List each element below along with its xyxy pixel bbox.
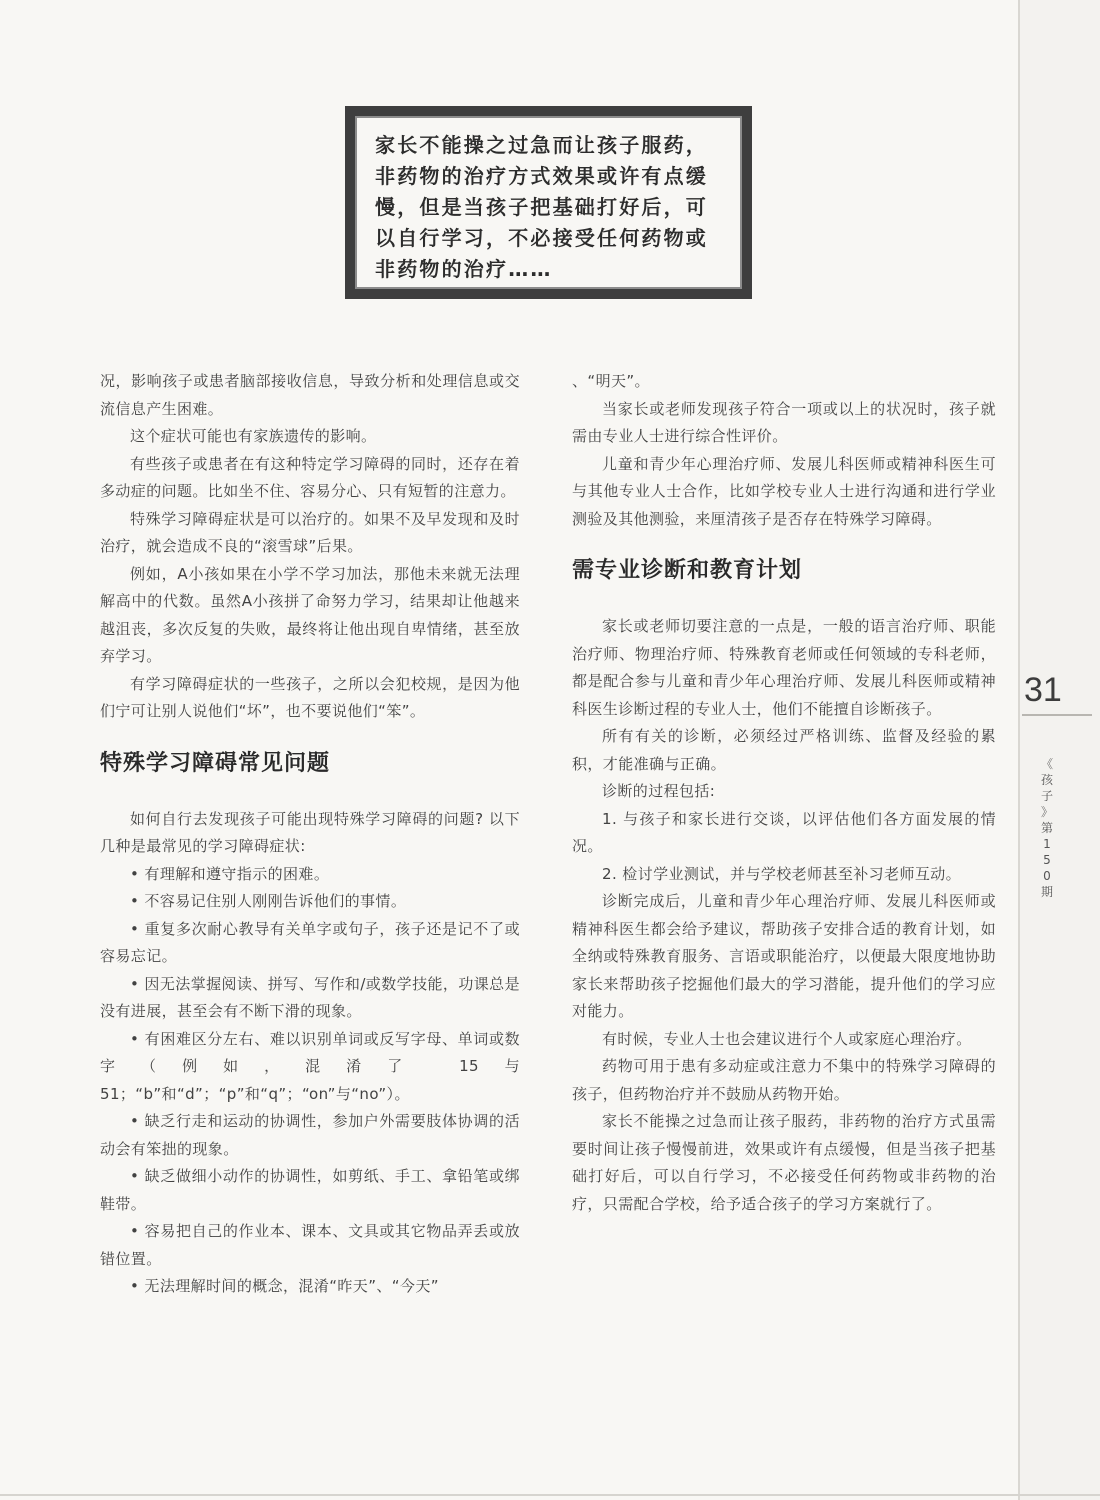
magazine-char: 子 xyxy=(1040,789,1053,803)
magazine-char: 《 xyxy=(1040,757,1053,771)
magazine-char: 孩 xyxy=(1040,773,1053,787)
list-item: • 缺乏行走和运动的协调性，参加户外需要肢体协调的活动会有笨拙的现象。 xyxy=(100,1112,520,1158)
paragraph: 例如，A小孩如果在小学不学习加法，那他未来就无法理解高中的代数。虽然A小孩拼了命努力学习，结果却让他越来越沮丧，多次反复的失败，最终将让他出现自卑情绪，甚至放弃学习。 xyxy=(100,564,520,665)
paragraph: 所有有关的诊断，必须经过严格训练、监督及经验的累积，才能准确与正确。 xyxy=(572,727,996,773)
paragraph: 特殊学习障碍症状是可以治疗的。如果不及早发现和及时治疗，就会造成不良的“滚雪球”后果。 xyxy=(100,509,520,555)
magazine-char: 0 xyxy=(1043,869,1051,883)
paragraph: 有些孩子或患者在有这种特定学习障碍的同时，还存在着多动症的问题。比如坐不住、容易分心、只有短暂的注意力。 xyxy=(100,454,520,500)
magazine-char: 5 xyxy=(1043,853,1051,867)
list-item: • 缺乏做细小动作的协调性，如剪纸、手工、拿铅笔或绑鞋带。 xyxy=(100,1167,520,1213)
paragraph: 诊断的过程包括: xyxy=(602,782,716,800)
paragraph: 家长不能操之过急而让孩子服药，非药物的治疗方式虽需要时间让孩子慢慢前进，效果或许有点缓慢，但是当孩子把基础打好后，可以自行学习，不必接受任何药物或非药物的治疗，只需配合学校，给予适合孩子的学习方案就行了。 xyxy=(572,1112,996,1213)
bottom-edge-divider xyxy=(0,1494,1100,1496)
magazine-char: 第 xyxy=(1040,821,1053,835)
pull-quote-text: 家长不能操之过急而让孩子服药，非药物的治疗方式效果或许有点缓慢，但是当孩子把基础打好后，可以自行学习，不必接受任何药物或非药物的治疗…… xyxy=(375,133,708,281)
section-heading: 需专业诊断和教育计划 xyxy=(572,558,803,583)
section-heading: 特殊学习障碍常见问题 xyxy=(100,750,331,776)
folio-rule xyxy=(1022,714,1092,716)
paragraph: 儿童和青少年心理治疗师、发展儿科医师或精神科医生可与其他专业人士合作，比如学校专业人士进行沟通和进行学业测验及其他测验，来厘清孩子是否存在特殊学习障碍。 xyxy=(572,454,996,528)
list-item: • 容易把自己的作业本、课本、文具或其它物品弄丢或放错位置。 xyxy=(100,1222,520,1268)
paragraph: 这个症状可能也有家族遗传的影响。 xyxy=(130,427,377,445)
magazine-issue-label xyxy=(1038,756,1056,900)
list-item: • 有理解和遵守指示的困难。 xyxy=(130,864,330,883)
pull-quote-inner xyxy=(355,116,742,289)
paragraph: 药物可用于患有多动症或注意力不集中的特殊学习障碍的孩子，但药物治疗并不鼓励从药物开始。 xyxy=(572,1057,996,1103)
page-edge-divider xyxy=(1018,0,1020,1500)
paragraph: 、“明天”。 xyxy=(572,372,650,390)
paragraph: 家长或老师切要注意的一点是，一般的语言治疗师、职能治疗师、物理治疗师、特殊教育老师或任何领域的专科老师，都是配合参与儿童和青少年心理治疗师、发展儿科医师或精神科医生诊断过程的专业人士，他们不能擅自诊断孩子。 xyxy=(572,617,996,718)
magazine-char: 》 xyxy=(1040,805,1053,819)
left-column xyxy=(100,368,520,1301)
paragraph: 如何自行去发现孩子可能出现特殊学习障碍的问题? 以下几种是最常见的学习障碍症状: xyxy=(100,809,520,855)
pull-quote-box xyxy=(345,106,752,299)
paragraph: 诊断完成后，儿童和青少年心理治疗师、发展儿科医师或精神科医生都会给予建议，帮助孩子安排合适的教育计划，如全纳或特殊教育服务、言语或职能治疗，以便最大限度地协助家长来帮助孩子挖掘他们最大的学习潜能，提升他们的学习应对能力。 xyxy=(572,892,996,1020)
paragraph: 2. 检讨学业测试，并与学校老师甚至补习老师互动。 xyxy=(602,864,962,883)
paragraph: 况，影响孩子或患者脑部接收信息，导致分析和处理信息或交流信息产生困难。 xyxy=(100,372,520,418)
list-item: • 不容易记住别人刚刚告诉他们的事情。 xyxy=(130,892,407,910)
list-item: • 重复多次耐心教导有关单字或句子，孩子还是记不了或容易忘记。 xyxy=(100,919,520,965)
magazine-char: 1 xyxy=(1043,837,1051,851)
paragraph: 当家长或老师发现孩子符合一项或以上的状况时，孩子就需由专业人士进行综合性评价。 xyxy=(572,399,996,445)
right-column xyxy=(572,368,996,1218)
list-item: • 因无法掌握阅读、拼写、写作和/或数学技能，功课总是没有进展，甚至会有不断下滑的现象。 xyxy=(100,974,520,1020)
list-item: • 有困难区分左右、难以识别单词或反写字母、单词或数字（例如，混淆了 15与51；“b”和“d”；“p”和“q”；“on”与“no”）。 xyxy=(100,1029,520,1103)
paragraph: 1. 与孩子和家长进行交谈，以评估他们各方面发展的情况。 xyxy=(572,809,996,855)
right-margin xyxy=(1020,0,1100,1500)
paragraph: 有学习障碍症状的一些孩子，之所以会犯校规，是因为他们宁可让别人说他们“坏”，也不要说他们“笨”。 xyxy=(100,674,520,720)
page-number: 31 xyxy=(1024,671,1062,709)
magazine-char: 期 xyxy=(1040,885,1053,899)
list-item: • 无法理解时间的概念，混淆“昨天”、“今天” xyxy=(130,1277,439,1295)
paragraph: 有时候，专业人士也会建议进行个人或家庭心理治疗。 xyxy=(602,1029,972,1048)
